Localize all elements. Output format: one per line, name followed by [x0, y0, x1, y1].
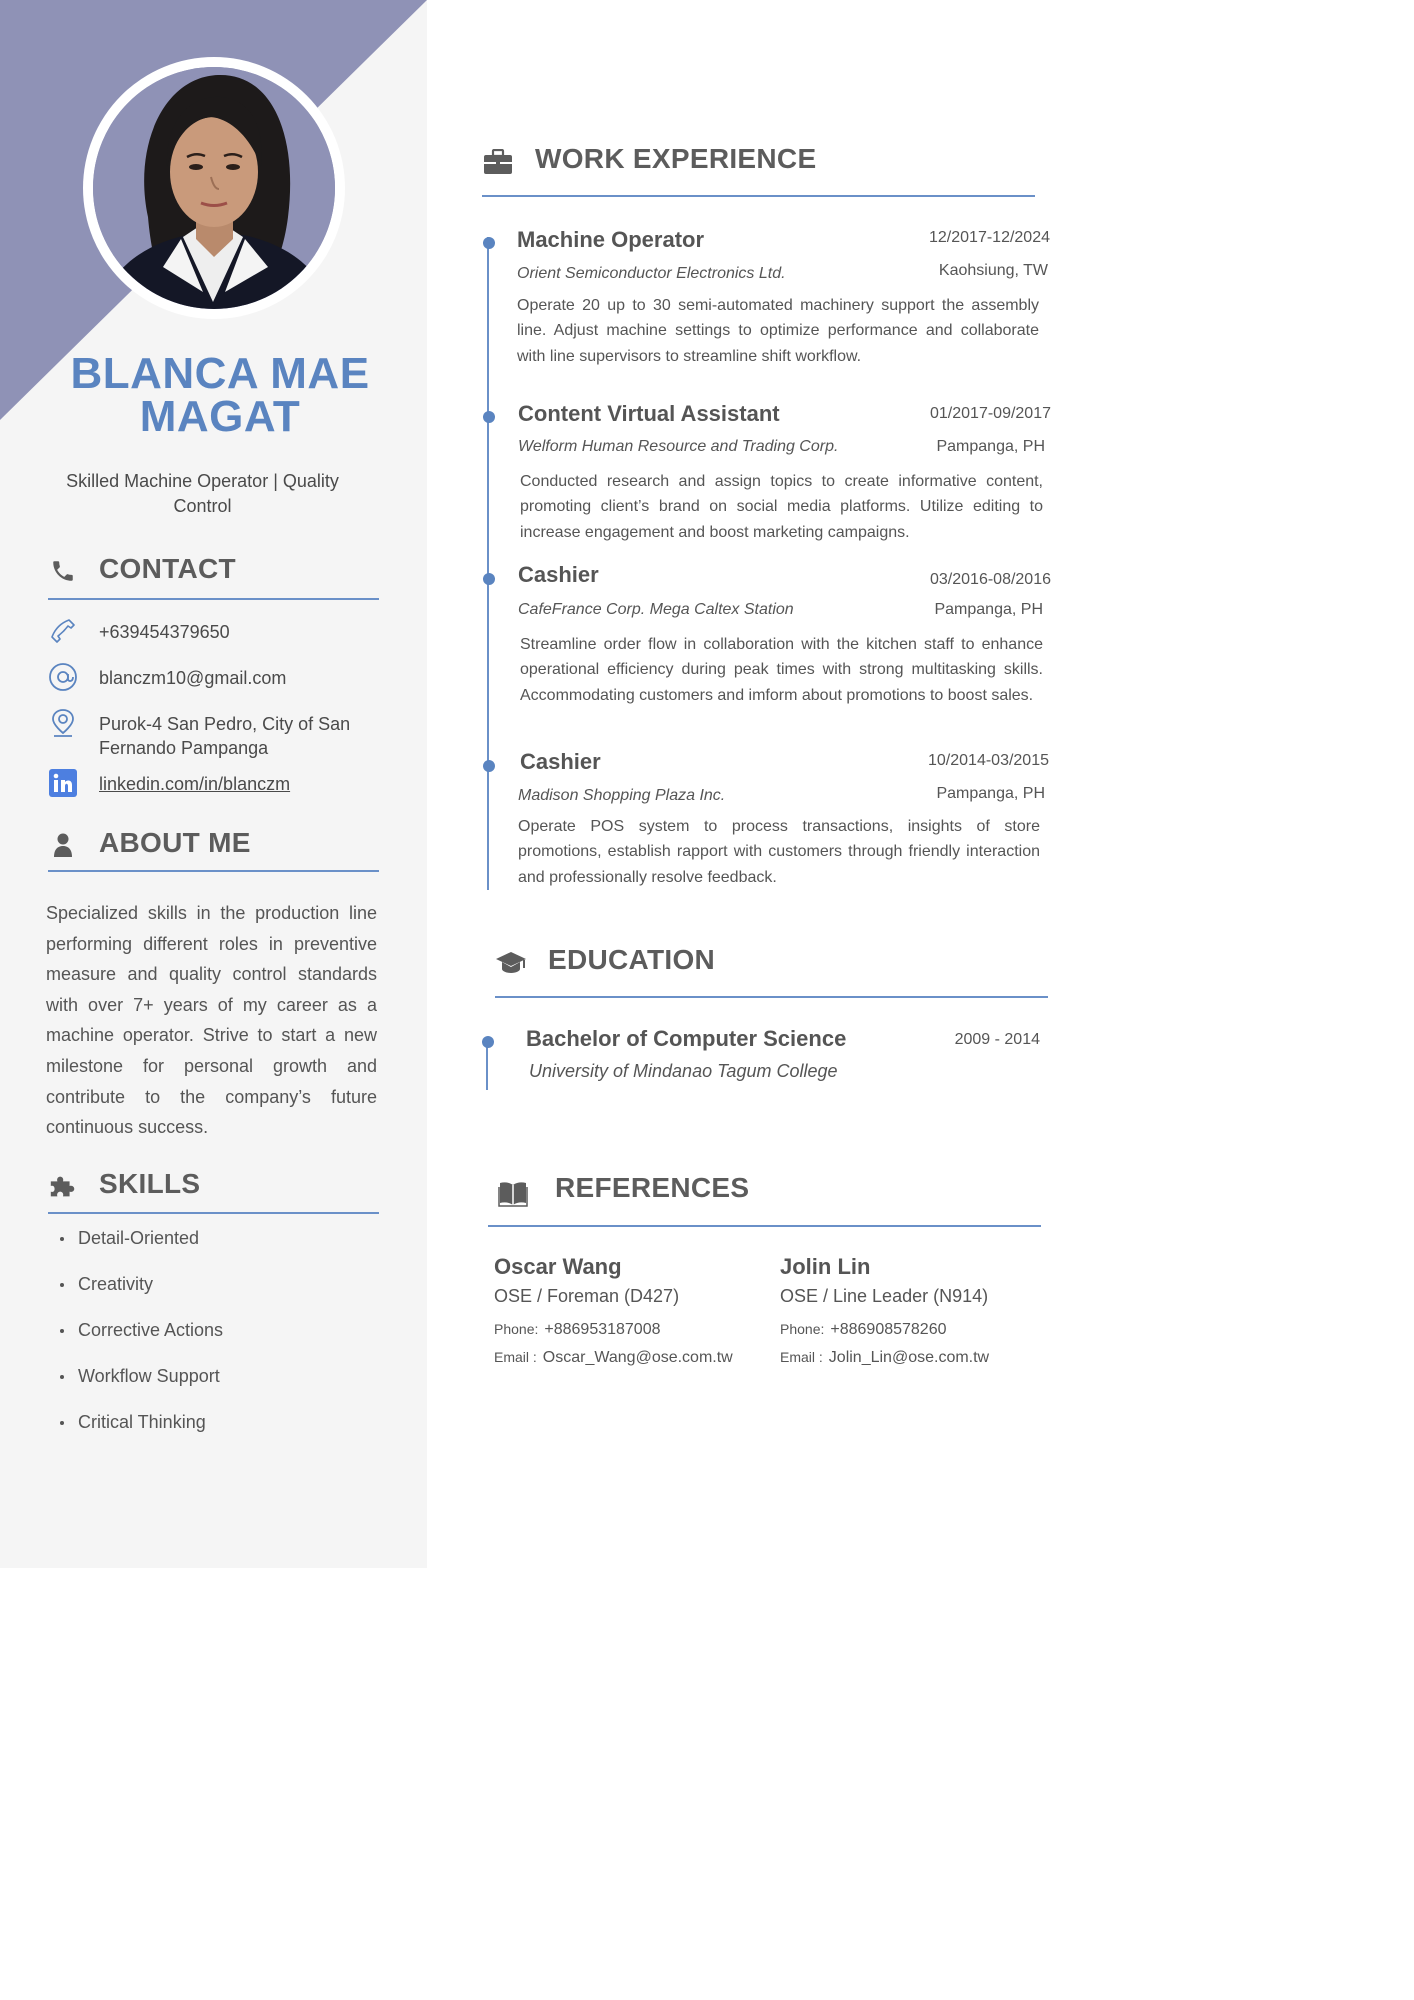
timeline-dot: [483, 760, 495, 772]
contact-title: CONTACT: [99, 553, 236, 584]
skill-label: Workflow Support: [78, 1366, 220, 1386]
job-dates: 01/2017-09/2017: [930, 405, 1051, 422]
phone-label: Phone:: [494, 1321, 539, 1337]
phone-number: +639454379650: [99, 622, 230, 642]
skills-list: [60, 1226, 223, 1456]
timeline-dot: [482, 1036, 494, 1048]
job-location: Pampanga, PH: [934, 601, 1043, 618]
job-title: Machine Operator: [517, 227, 705, 252]
linkedin-link[interactable]: linkedin.com/in/blanczm: [99, 774, 291, 794]
reference-name: Jolin Lin: [780, 1254, 871, 1279]
person-icon: [48, 830, 78, 860]
candidate-name: [14, 349, 426, 441]
skill-item: [60, 1226, 223, 1272]
job-dates: 10/2014-03/2015: [928, 752, 1049, 769]
skill-label: Critical Thinking: [78, 1412, 206, 1432]
email-label: Email :: [494, 1349, 537, 1365]
phone-outline-icon: [48, 616, 78, 646]
timeline-dot: [483, 411, 495, 423]
profile-photo: [93, 67, 335, 309]
job-dates: 03/2016-08/2016: [930, 571, 1051, 588]
job-location: Pampanga, PH: [936, 785, 1045, 802]
education-title: EDUCATION: [548, 944, 716, 975]
skill-item: [60, 1364, 223, 1410]
degree-title: Bachelor of Computer Science: [526, 1026, 847, 1051]
references-title: REFERENCES: [555, 1172, 750, 1203]
work-timeline-line: [487, 237, 489, 890]
job-description: Streamline order flow in collaboration with the kitchen staff to enhance operational efficiency during peak times with strong multitasking skills. Accommodating customers and imform about promotions to boost sales.: [520, 636, 1043, 704]
skills-title: SKILLS: [99, 1168, 201, 1199]
references-divider: [488, 1225, 1041, 1227]
about-text: Specialized skills in the production line performing different roles in preventive measure and quality control standards with over 7+ years of my career as a machine operator. Strive to start a new milestone for personal growth and contribute to the company’s future continuous success.: [46, 903, 377, 1138]
job-description: Conducted research and assign topics to create informative content, promoting client’s brand on social media platforms. Utilize editing to increase engagement and boost marketing campaigns.: [520, 473, 1043, 541]
reference-email: [494, 1349, 733, 1367]
skill-item: [60, 1318, 223, 1364]
puzzle-icon: [48, 1171, 78, 1201]
bullet-icon: [60, 1375, 64, 1379]
briefcase-icon: [482, 146, 514, 178]
phone-value: +886908578260: [830, 1321, 947, 1338]
skills-divider: [48, 1212, 379, 1214]
skills-heading: [48, 1167, 379, 1211]
email-address[interactable]: blanczm10@gmail.com: [99, 668, 287, 688]
phone-value: +886953187008: [544, 1321, 661, 1338]
reference-role: OSE / Line Leader (N914): [780, 1286, 989, 1306]
about-title: ABOUT ME: [99, 827, 251, 858]
name-line-1: BLANCA MAE: [70, 349, 370, 398]
school-name: University of Mindanao Tagum College: [529, 1061, 838, 1081]
linkedin-icon[interactable]: [48, 768, 78, 798]
job-company: Orient Semiconductor Electronics Ltd.: [517, 265, 786, 282]
bullet-icon: [60, 1421, 64, 1425]
email-label: Email :: [780, 1349, 823, 1365]
name-line-2: MAGAT: [139, 392, 301, 441]
skill-item: [60, 1410, 223, 1456]
skill-label: Creativity: [78, 1274, 154, 1294]
job-company: Welform Human Resource and Trading Corp.: [518, 438, 839, 455]
job-company: Madison Shopping Plaza Inc.: [518, 787, 726, 804]
job-description: Operate POS system to process transactions, insights of store promotions, establish rapport with customers through friendly interaction and professionally resolve feedback.: [518, 818, 1040, 886]
job-dates: 12/2017-12/2024: [929, 229, 1050, 246]
skill-label: Corrective Actions: [78, 1320, 224, 1340]
skill-label: Detail-Oriented: [78, 1228, 200, 1248]
job-title: Cashier: [518, 562, 599, 587]
about-divider: [48, 870, 379, 872]
graduation-cap-icon: [495, 946, 527, 978]
job-description: Operate 20 up to 30 semi-automated machinery support the assembly line. Adjust machine settings to optimize performance and collaborate with line supervisors to streamline shift workflow.: [517, 297, 1039, 365]
education-divider: [495, 996, 1048, 998]
job-location: Kaohsiung, TW: [938, 262, 1048, 279]
work-experience-title: WORK EXPERIENCE: [535, 143, 817, 174]
reference-email: [780, 1349, 989, 1367]
phone-icon: [48, 556, 78, 586]
bullet-icon: [60, 1329, 64, 1333]
job-company: CafeFrance Corp. Mega Caltex Station: [518, 601, 794, 618]
timeline-dot: [483, 573, 495, 585]
about-heading: [48, 826, 379, 870]
job-title: Content Virtual Assistant: [518, 401, 780, 426]
candidate-subtitle: Skilled Machine Operator | Quality Control: [66, 471, 339, 516]
skill-item: [60, 1272, 223, 1318]
address-text: Purok-4 San Pedro, City of San Fernando Pampanga: [99, 714, 351, 758]
education-years: 2009 - 2014: [954, 1031, 1040, 1048]
reference-role: OSE / Foreman (D427): [494, 1286, 680, 1306]
bullet-icon: [60, 1237, 64, 1241]
email-value: Jolin_Lin@ose.com.tw: [828, 1349, 990, 1366]
job-title: Cashier: [520, 749, 601, 774]
work-divider: [482, 195, 1035, 197]
location-pin-icon: [48, 708, 78, 738]
contact-heading: [48, 552, 379, 596]
bullet-icon: [60, 1283, 64, 1287]
phone-label: Phone:: [780, 1321, 825, 1337]
at-sign-icon: [48, 662, 78, 692]
open-book-icon: [497, 1177, 529, 1209]
job-location: Pampanga, PH: [936, 438, 1045, 455]
reference-phone: [780, 1321, 947, 1339]
reference-phone: [494, 1321, 661, 1339]
timeline-dot: [483, 237, 495, 249]
contact-divider: [48, 598, 379, 600]
reference-name: Oscar Wang: [494, 1254, 622, 1279]
email-value: Oscar_Wang@ose.com.tw: [542, 1349, 733, 1366]
